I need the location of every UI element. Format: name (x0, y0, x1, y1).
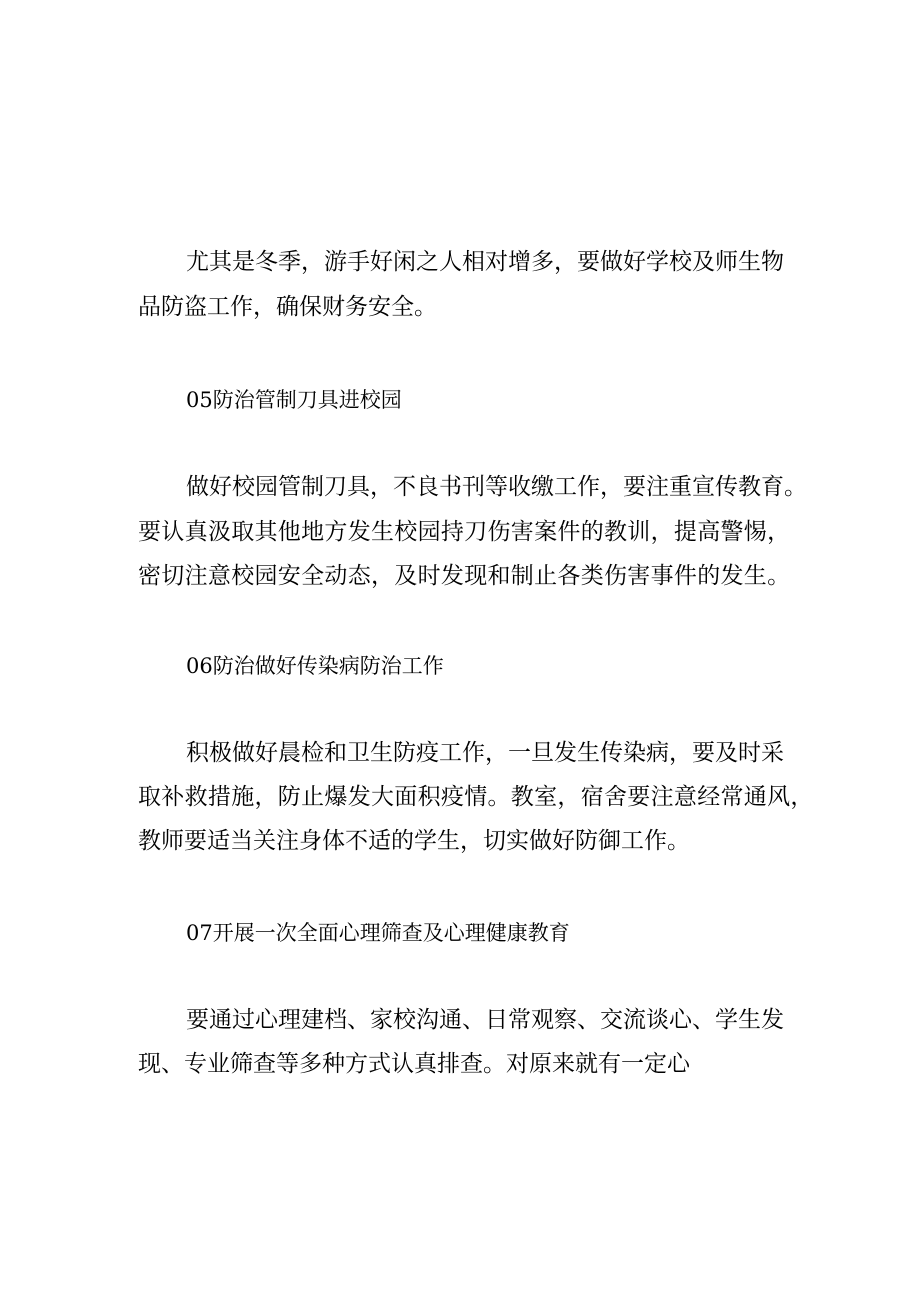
paragraph-line: 现、专业筛查等多种方式认真排查。对原来就有一定心 (138, 1051, 690, 1077)
paragraph-line: 做好校园管制刀具，不良书刊等收缴工作，要注重宣传教育。 (186, 474, 807, 500)
paragraph-line: 要通过心理建档、家校沟通、日常观察、交流谈心、学生发 (186, 1007, 784, 1033)
paragraph-line: 要认真汲取其他地方发生校园持刀伤害案件的教训，提高警惕， (138, 519, 791, 545)
section-heading-06: 06防治做好传染病防治工作 (186, 654, 444, 678)
section-heading-07: 07开展一次全面心理筛查及心理健康教育 (186, 921, 570, 945)
paragraph-line: 取补救措施，防止爆发大面积疫情。教室，宿舍要注意经常通风， (138, 784, 814, 810)
paragraph-line: 积极做好晨检和卫生防疫工作，一旦发生传染病，要及时采 (186, 740, 784, 766)
section-heading-05: 05防治管制刀具进校园 (186, 388, 402, 412)
paragraph-line: 尤其是冬季，游手好闲之人相对增多，要做好学校及师生物 (186, 249, 784, 275)
paragraph-line: 密切注意校园安全动态，及时发现和制止各类伤害事件的发生。 (138, 563, 791, 589)
paragraph-line: 品防盗工作，确保财务安全。 (138, 294, 437, 320)
paragraph-line: 教师要适当关注身体不适的学生，切实做好防御工作。 (138, 828, 690, 854)
